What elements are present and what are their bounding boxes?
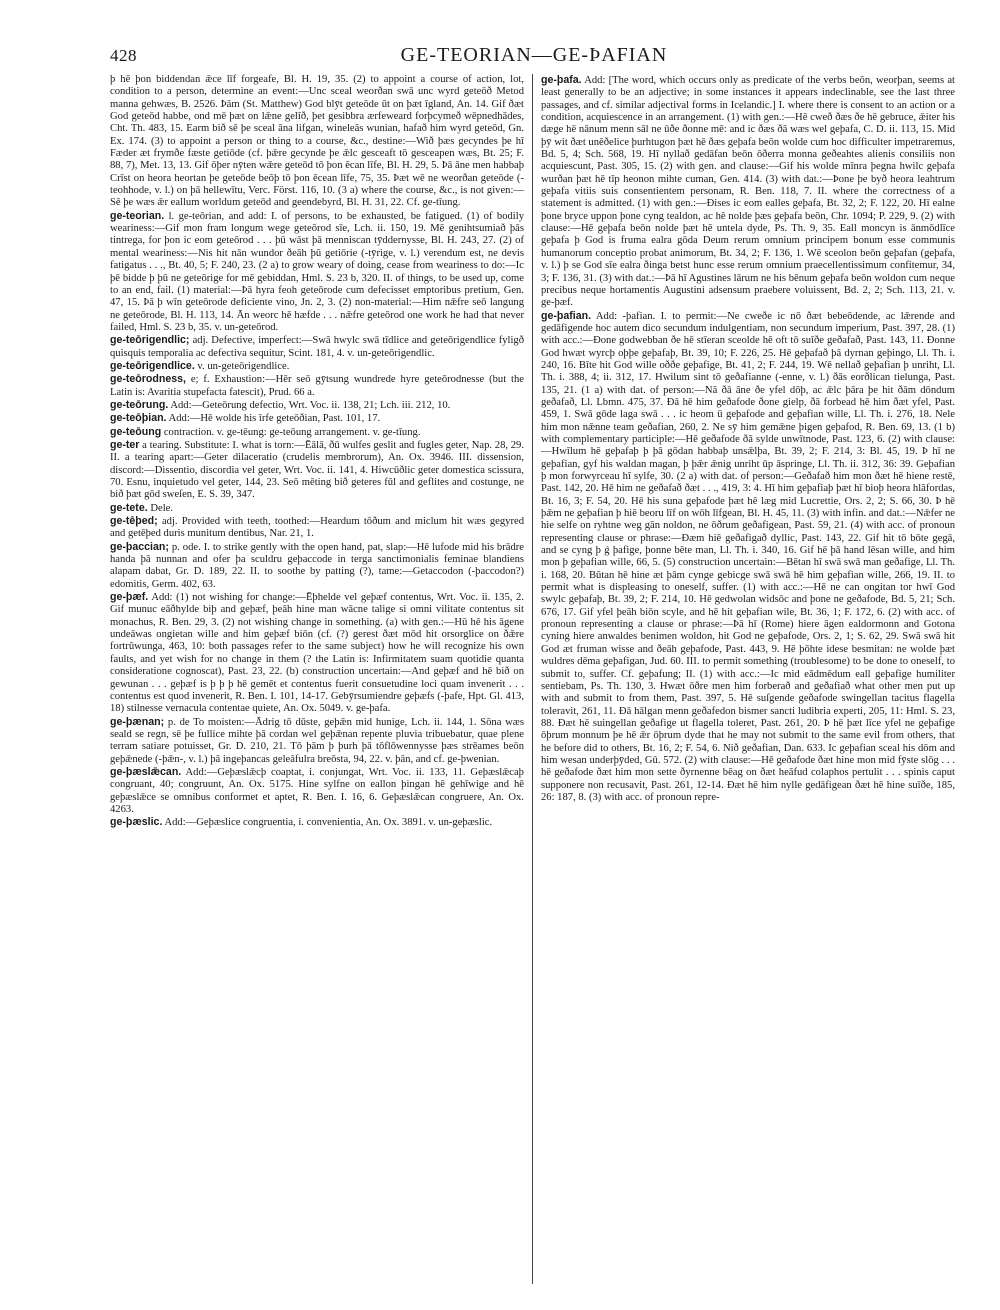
entry-text: adj. Defective, imperfect:—Swā hwylc swā tīdlice and geteōrigendlice fyligð quisquis temporalia ac defectiva sequitur, Scint. 181, 4. v. un-geteōrigendlic.: [110, 335, 524, 359]
entry-headword: ge-þaccian;: [110, 540, 169, 553]
entry-headword: ge-þafian.: [541, 309, 592, 322]
entry-headword: ge-tete.: [110, 501, 148, 514]
dictionary-entry: [110, 515, 524, 541]
entry-text: Add:—Geteōrung defectio, Wrt. Voc. ii. 138, 21; Lch. iii. 212, 10.: [170, 399, 451, 411]
entry-text: Add: [The word, which occurs only as predicate of the verbs beōn, weorþan, seems at least generally to be an adjective; in some instances it appears indeclinable, see the last three passages, and cf. similar adjectival forms in Icelandic.] I. where there is consent to an action or a condition, acquiescence in an arrangement. (1) with gen.:—Hē cweð ðæs ðe hē gebruce, ǣiter his dæge hē nānum menn sāl ne ūðe ðonne mē: and ic ðæs ðā wæs wel geþafa, C. D. ii. 113, 15. Mid þȳ wit ðæt unēðelice þurhtugon þæt hē ðæs geþafa beōn wolde cum hoc difficulter impetraremus, Bd. 5, 4; Sch. 568, 19. Hī nyllað gedāfan beōn ōðerra monna geðeahtes alienis consiliis non acquiescunt, Past. 305, 15. (2) with gen. and clause:—Gif his wolde mīnra þegna hwilc geþafa wurðan þæt hē tīp heonon mihte cuman, Gen. 414. (3) with dat.:—Þone þe byð heora leahtrum geþafa vitiis suis consentientem personam, R. Ben. 118, 7. II. where the correctness of a statement is admitted. (1) with gen.:—Ðises ic eom ealles geþafa, Bt. 32, 2; F. 122, 20. Hī ealne þone bryce uppon þone cyng tealdon, ac hē nolde þæs geþafa beōn, Chr. 1094; P. 229, 9. (2) with clause:—Hē geþafa beōn nolde þæt hē untela dyde, Ps. Th. 9, 35. Eall moncyn is ānmōdlīce geþafa þ God is fruma ealra gōda Deum rerum omnium principem bonum esse communis humanorum conceptio probat animorum, Bt. 34, 2; F. 136, 1. Wē sceolon beōn geþafan (geþafa, v. l.) þ se God sīe ealra ðinga betst hunc esse rerum omnium praecellentissimum confitemur, 34, 3; F. 136, 31. (3) with dat.:—Þā hī Agustines lārum ne his bēnum geþafa beōn woldon cum neque precibus neque hortamentis Augustini adsensum praebere voluissent, Bd. 2, 2; Sch. 113, 21. v. ge-þæf.: [541, 75, 955, 309]
entry-text: þ hē þon biddendan ǣce līf forgeafe, Bl. H. 19, 35. (2) to appoint a course of action, lot, condition to a person, determine an event:—Unc sceal weorðan swā unc wyrd geteōð Metod manna gehwæs, B. 2526. Þām (St. Matthew) God blȳt geteōde ūt on þæt īgland, An. 14. Gif ðæt God geteōd habbe, ond mē þæt on lǣne gelīð, þet gesibbra ærfeweard forþcymeð wēpnedhādes, Cht. Th. 483, 15. Earm bið sē þe sceal āna lifgan, wineleās wunian, hafað him wyrd geteōd, Gn. Ex. 174. (3) to appoint a person or thing to a course, &c., destine:—Wið þæs gecyndes þe hī Fæder æt frymðe fæste getiōde (cf. þǣre gecynde þe ǣlc gesceaft tō gesceapen wæs, Bt. 25; F. 88, 7), Met. 13, 13. Gif ōþer nȳten wǣre geteōd tō þon ēcan līfe, Bl. H. 29, 5. Þā āne men habbaþ Crīst on heora heortan þe geteōde beōþ tō þon ēcean līfe, 75, 35. Þæt wē ne weorðan geteōde (-teohhode, v. l.) on þā hellewītu, Verc. Först. 116, 10. (3 a) where the course, &c., is not given:—Sē þe wæs ǣr eallum worldum geteōd and geendebyrd, Bl. H. 31, 22. Cf. ge-tīung.: [110, 74, 524, 209]
dictionary-entry: [110, 502, 524, 515]
entry-text: Add: (1) not wishing for change:—Ēþhelde vel geþæf contentus, Wrt. Voc. ii. 135, 2. Gif munuc eāðhylde biþ and geþæf, þeāh hine man wācne talige si omni vilitate contentus sit monachus, R. Ben. 29, 3. (2) not wishing change in something. (a) with gen.:—Hū hē his āgene undeāwas ongietan wille and him geþæf biōn (cf. (?) gerest ðæt mōd hit orsorglice on ðǣre fortrūwunga, 463, 10: both passages refer to the same subject) how he will recognize his own faults, and yet wish for no change in them (? the Latin is: Infirmitatem suam quotidie quanta consideratione cognoscat), Past. 23, 22. (b) construction uncertain:—And geþæf and hē bið on gewunan . . . geþæf is þ þ þ hē gemēt et contentus fuerit consuetudine loci quam invenerit . . . contentus est quod invenerit, R. Ben. I. 101, 14-17. Gebȳrsumiendre geþæfs (-þafe, Hpt. Gl. 413, 18) stilnesse vernacula contentae quiete, An. Ox. 5049. v. ge-þafa.: [110, 592, 524, 715]
two-column-body: [110, 74, 958, 1284]
entry-headword: ge-teōþian.: [110, 412, 167, 425]
dictionary-entry: [110, 426, 524, 439]
entry-text: e; f. Exhaustion:—Hēr seō gȳtsung wundrede hyre geteōrodnesse (but the Latin is: Avaritia stupefacta fatescit), Prud. 66 a.: [110, 374, 524, 398]
entry-text: Add:—Geþæslǣcþ coaptat, i. conjungat, Wrt. Voc. ii. 133, 11. Geþæslǣcaþ congruant, 40; congruunt, An. Ox. 5175. Hine sylfne on eallon þingan hē gehīwige and hē geþæslǣce se omnibus conformet et aptet, R. Ben. I. 16, 6. Geþæslǣcan congruere, An. Ox. 4263.: [110, 766, 524, 815]
entry-text: a tearing. Substitute: I. what is torn:—Ēālā, ðū wulfes geslit and fugles geter, Nap. 28, 29. II. a tearing apart:—Geter dilaceratio (crudelis membrorum), An. Ox. 3946. III. dissension, discord:—Dissentio, discordia vel geter, Wrt. Voc. ii. 141, 4. Hiwcūðlic geter domestica scissura, 70. Esnu, inquietudo vel geter, 144, 23. Seō mēting bið geteres fūl and geflites and costunge, ne bið þæt gōd sweſen, E. S. 39, 347.: [110, 439, 524, 501]
entry-text: l. ge-teōrian, and add: I. of persons, to be exhausted, be fatigued. (1) of bodily weariness:—Gif mon fram longum wege geteōrod sīe, Lch. ii. 150, 19. Mē genihtsumiað þās tintrega, for þon ic eom geteōrod . . . þū wāst þā menniscan tȳddernysse, Bl. H. 243, 27. (2) of mental weariness:—Nis hit nān wundor ðeāh þū getiōrie (-tȳrige, v. l.) verendum est, ne devis fatigatus . . ., Bt. 40, 5; F. 240, 23. (2 a) to grow weary of doing, cease from weariness to do:—Ic þē bidde þ þū ne geteōrige for mē gebiddan, Hml. S. 23 b, 320. II. of things, to be used up, come to an end, fail. (1) material:—Þā hyra feoh geteōrode cum defecisset emptoribus pretium, Gen. 47, 15. Þā þ wīn geteōrode deficiente vino, Jn. 2, 3. (2) non-material:—Him nǣfre seō langung ne geteōrode, Bl. H. 113, 14. Ān weorc hē hæfde . . . nǣfre geteōrod one work he had that never failed, Hml. S. 23 b, 35. v. un-geteōrod.: [110, 210, 524, 333]
entry-text: contraction. v. ge-tēung: ge-teōung arrangement. v. ge-tīung.: [163, 426, 421, 438]
dictionary-entry: [110, 210, 524, 334]
entry-text: Dele.: [150, 502, 173, 514]
entry-headword: ge-teōrigendlic;: [110, 334, 190, 347]
page-number: 428: [110, 46, 137, 65]
entry-headword: ge-þæslic.: [110, 816, 163, 829]
running-title: GE-TEORIAN—GE-ÞAFIAN: [400, 44, 668, 66]
entry-headword: ge-teōrigendlice.: [110, 359, 195, 372]
dictionary-entry: [110, 816, 524, 829]
dictionary-entry: [110, 412, 524, 425]
dictionary-entry: [110, 439, 524, 502]
entry-headword: ge-tēþed;: [110, 515, 158, 528]
entry-text: Add: -þafian. I. to permit:—Ne cweðe ic nō ðæt bebeōdende, ac lǣrende and gedāfigende hoc autem dico secundum indulgentiam, non secundum imperium, Past. 397, 28. (1) with acc.:—Ðone godwebban ðe hē stīeran sceolde hē oft tō suīðe geðafað, Past. 143, 11. Ðonne God hwæt wyrcþ oþþe geþafaþ, Bt. 39, 10; F. 226, 25. Hē geþafað þā dyrnan geþingo, Ll. Th. i. 240, 16. Bīte hit God wille oððe geþafige, Bt. 41, 2; F. 244, 19. Wē nellað geþafian þ unriht, Ll. Th. i. 388, 4; ii. 312, 17. Hwilum sint tō geðafianne (-enne, v. l.) ðās eorðlican tielunga, Past. 135, 21. (1 a) with dat. of person:—Nā ðā āne ðe yfel dōþ, ac ǣlc þāra þe hit ðām dōndum geðafað, Ll. Lbmn. 475, 37. Ðā hē him geðafode ðone gielp, ðā forbead hē him ðæt yfel, Past. 459, 1. Swā gōde laga swā . . . ic heom ū geþafode and geþafian wille, Ll. Th. i. 276, 18. Nele him mon nǣnne team geðafian, 260, 2. Ne sȳ him gemǣne þigen geþafod, R. Ben. 69, 13. (1 b) with complementary participle:—Hē geðafode ðā sylde unwītnode, Past. 123, 6. (2) with clause:—Hwīlum hē geþafaþ þ þā gōdan habbaþ unsǣlþa, Bt. 39, 2; F. 214, 3: Bl. 45, 19. Þ hī ne geþafian, gyf his waldan magan, þ þǣr ǣnig unriht ūp āspringe, Ll. Th. ii. 312, 36: 39. Geþafian þ mon forwyrceau hī sylfe, 30. (2 a) with dat. of person:—Geðafað him mon ðæt hē hiene restē, Past. 142, 20. Hē him ne geðafað ðæt . . ., 419, 3: 4. Hī him geþafiaþ þæt hī bioþ heora hlāfordas, Bt. 16, 3; F. 54, 20. Hē his suna geþafode þæt hē læg mid Lucrettie, Ors. 2, 2; S. 66, 30. Þ hē þǣm ne geþafian þ hiē beoru līf on wōh līfgean, Bl. H. 45, 11. (3) with infin. and dat.:—Nǣfer ne hie selfe on ryhtne weg gān noldon, ne ōðrum geðafigean, Past. 59, 21. (4) with acc. of pronoun representing clause or phrase:—Ðæm hiē geðafigað dyllic, Past. 143, 22. Gif hit tō bōte gegā, and se cyng þ ǵ þafige, þonne bēte man, Ll. Th. i. 340, 16. Gif hē þā hand lēsan wille, and him mon þ geþafian wille, 66, 5. (5) construction uncertain:—Bētan hī swā swā man geðafige, Ll. Th. i. 168, 20. Būtan hē hine æt þām cynge gebicge swā swā hē him geþafian wille, 266, 19. II. to permit what is displeasing to oneself, suffer. (1) with acc.:—Hē ne can ongitan tor hwī God swylc geþafaþ, Bt. 39, 2; F. 214, 10. Hē gedwolan widsōc and þone ne geðafode, Bd. 5, 21; Sch. 676, 17. Gif yfel þeāh biōn scyle, and hē hit geþafian wile, Bt. 36, 1; F. 172, 6. (2) with acc. of pronoun representing a clause or phrase:—Þā hī (Rome) hiere āgen ealdormonn and Gotona cyning hiere anwaldes benimen woldon, hit God ne geþafode, Ors. 2, 1; S. 62, 29. Swā swā hit God æt fruman wisse and ðeāh geþafode, Past. 443, 9. Hē þōhte idese besmitan: ne wolde þæt wuldres dēma geþafigan, Jud. 60. III. to permit something (troublesome) to be done to oneself, to submit to, suffer. Cf. geþafung; II. (1) with acc.:—Ic mid eādmēdum eall geþafige humiliter sentiebam, Ps. Th. 130, 3. Hwæt ōðre men him forberað and geðafiað what other men put up with and submit to from them, Past. 397, 5. Hē suſgende geðafode swingellan tacitus flagella toleravit, 261, 11. Ðā hālgan menn geðafedon bismer sancti ludibria experti, 205, 11: Hml. S. 23, 88. Ðæt hē suingellan geðafige ut flagella toleret, Past. 261, 20. Þ hē þæt līce yfel ne geþafige ōþrum monnum þe hē ǣr ōþrum dyde that he may not submit to the same evil from others, that he before did to others, Bt. 16, 2; F. 54, 6. Nið geðafian, Dan. 633. Ic geþafian sceal his dōm and him wesan underþȳded, Gū. 572. (2) with clause:—Hē geðafode ðæt hine mon mid fȳste slōg . . . hē geðafode ðæt him mon sette ðyrnenne bēag on ðæt heāfud colaphos pertulit . . . spinis caput supponere non recusavit, Past. 261, 12-14. Ðæt hē him nylle gedāfigean ðæt hē hine suīðe, 185, 26: 187, 8. (3) with acc. of pronoun repre-: [541, 310, 955, 803]
dictionary-entry: [110, 541, 524, 591]
entry-text: p. de To moisten:—Ādrig tō dūste, geþǣn mid hunige, Lch. ii. 144, 1. Sōna wæs seald se regn, sē þe fullice mihte þā cordan wel geþǣnan repente pluvia tribuebatur, quae plene terram satiare potuisset, Gr. D. 210, 21. Tō þām þ þurh þā tōflōwennysse þæs strēames beōn geþǣnede (-þǣn-, v. l.) þā ingeþancas geleāfulra breōsta, 94, 22. v. þān, and cf. ge-þwenian.: [110, 716, 524, 765]
entry-text: v. un-geteōrigendlice.: [197, 360, 290, 372]
entry-headword: ge-þæslǣcan.: [110, 765, 182, 778]
right-column: [533, 74, 955, 1284]
dictionary-entry: [110, 399, 524, 412]
dictionary-entry: [110, 74, 524, 210]
entry-headword: ge-þæf.: [110, 591, 149, 604]
entry-headword: ge-teōrung.: [110, 398, 169, 411]
dictionary-entry: [110, 766, 524, 816]
running-head: [110, 40, 958, 74]
entry-headword: ge-teorian.: [110, 209, 165, 222]
entry-text: p. ode. I. to strike gently with the open hand, pat, slap:—Hē lufode mid his brādre handa þā nunnan and ofer þa sculdru geþaccode in terga sanctimonialis feminae blandiens alapam dabat, Gr. D. 189, 22. II. to soothe by patting (?), tame:—Getaccodon (-þaccodon?) edomitis, Germ. 402, 63.: [110, 541, 524, 590]
entry-headword: ge-þafa.: [541, 74, 582, 86]
entry-text: adj. Provided with teeth, toothed:—Heardum tōðum and miclum hit wæs gegyred and getēþed duris munitum dentibus, Nar. 21, 1.: [110, 516, 524, 540]
entry-text: Add:—Geþæslice congruentia, i. convenientia, An. Ox. 3891. v. un-geþæslic.: [164, 817, 493, 829]
entry-headword: ge-þænan;: [110, 715, 165, 728]
dictionary-entry: [110, 591, 524, 715]
dictionary-entry: [110, 360, 524, 373]
left-column: [110, 74, 532, 1284]
entry-headword: ge-teōrodness,: [110, 373, 186, 386]
dictionary-entry: [541, 310, 955, 805]
entry-headword: ge-ter: [110, 438, 140, 451]
entry-headword: ge-teōung: [110, 425, 162, 438]
dictionary-entry: [541, 74, 955, 310]
dictionary-entry: [110, 373, 524, 399]
entry-text: Add:—Hē wolde his īrfe geteōðian, Past. 101, 17.: [168, 413, 381, 425]
dictionary-entry: [110, 716, 524, 766]
dictionary-entry: [110, 334, 524, 360]
